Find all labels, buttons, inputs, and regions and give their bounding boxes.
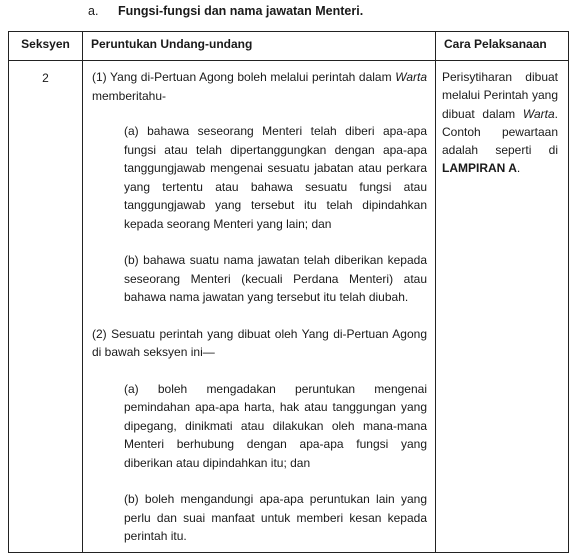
subsection-2: (2) Sesuatu perintah yang dibuat oleh Yang di-Pertuan Agong di bawah seksyen ini— [92,326,427,359]
paragraph-1b: (b) bahawa suatu nama jawatan telah diberikan kepada seseorang Menteri (kecuali Perdana Menteri) atau bahawa nama jawatan yang tersebut itu telah diubah. [124,253,427,304]
header-peruntukan: Peruntukan Undang-undang [83,32,436,61]
paragraph-2a: (a) boleh mengadakan peruntukan mengenai pemindahan apa-apa harta, hak atau tanggungan yang dipegang, dinikmati atau dilakukan oleh mana-mana Menteri berhubung dengan apa-apa fungsi yang diberikan atau dipindahkan itu; dan [124,381,427,470]
warta-italic: Warta [395,70,427,84]
table-row [9,61,569,553]
cara-text-b: . Contoh pewartaan adalah seperti di [442,106,558,158]
heading-letter: a. [88,4,99,18]
table-header-row [9,32,569,61]
header-seksyen: Seksyen [9,32,83,61]
section-heading [88,4,363,18]
header-cara: Cara Pelaksanaan [436,32,569,61]
cara-cell [436,61,569,553]
subsection-1-text: (1) Yang di-Pertuan Agong boleh melalui perintah dalam [92,70,396,84]
provisions-table [8,31,569,553]
subsection-1-tail: memberitahu- [92,88,167,103]
cara-text-end: . [516,161,521,176]
subsection-1 [92,68,427,105]
lampiran-reference: LAMPIRAN A [442,161,517,176]
cara-text-a: Perisytiharan dibuat melalui Perintah yang dibuat dalam [442,70,558,121]
paragraph-1a: (a) bahawa seseorang Menteri telah diberi apa-apa fungsi atau telah dipertanggungkan dengan apa-apa tanggungjawab mengenai sesuatu jabatan atau perkara yang tertentu atau bahawa sesuatu fungsi atau tanggungjawab yang tersebut itu telah dipindahkan kepada seorang Menteri yang lain; dan [124,124,427,231]
seksyen-cell: 2 [9,61,83,553]
peruntukan-cell [83,61,436,553]
cara-warta-italic: Warta [522,106,555,121]
heading-title: Fungsi-fungsi dan nama jawatan Menteri. [118,4,364,18]
paragraph-2b: (b) boleh mengandungi apa-apa peruntukan lain yang perlu dan suai manfaat untuk memberi kesan kepada perintah itu. [124,492,427,543]
cara-text [442,68,558,178]
